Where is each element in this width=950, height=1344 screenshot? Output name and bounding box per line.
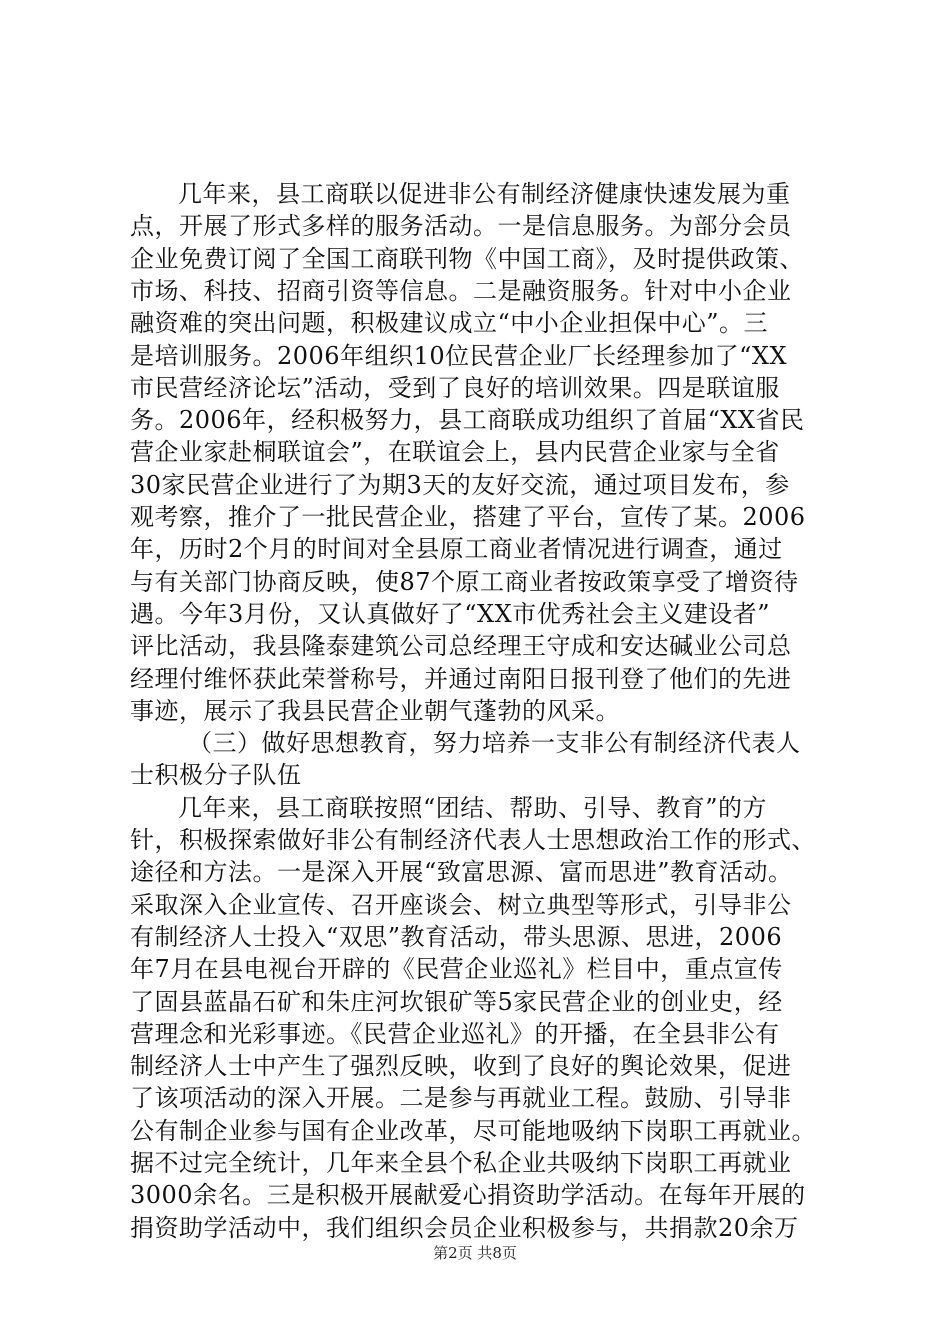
paragraph-line: 务。2006年，经积极努力，县工商联成功组织了首届“XX省民 xyxy=(130,406,805,435)
paragraph-line: 途径和方法。一是深入开展“致富思源、富而思进”教育活动。 xyxy=(130,858,793,887)
paragraph-line: 年，历时2个月的时间对全县原工商业者情况进行调查，通过 xyxy=(130,535,783,564)
paragraph-line: 营理念和光彩事迹。《民营企业巡礼》的开播，在全县非公有 xyxy=(130,1019,780,1048)
paragraph-line: 市场、科技、招商引资等信息。二是融资服务。针对中小企业 xyxy=(130,276,792,305)
paragraph-line: 是培训服务。2006年组织10位民营企业厂长经理参加了“XX xyxy=(130,341,788,370)
paragraph-line: 了该项活动的深入开展。二是参与再就业工程。鼓励、引导非 xyxy=(130,1084,792,1113)
paragraph-line: 点，开展了形式多样的服务活动。一是信息服务。为部分会员 xyxy=(130,212,792,241)
paragraph-line: 事迹，展示了我县民营企业朝气蓬勃的风采。 xyxy=(130,696,620,725)
paragraph-line: 捐资助学活动中，我们组织会员企业积极参与，共捐款20余万 xyxy=(130,1213,799,1242)
paragraph-line: 几年来，县工商联以促进非公有制经济健康快速发展为重 xyxy=(178,180,791,208)
paragraph-line: 营企业家赴桐联谊会”，在联谊会上，县内民营企业家与全省 xyxy=(130,438,780,467)
section-heading: （三）做好思想教育，努力培养一支非公有制经济代表人 xyxy=(188,729,801,758)
paragraph-line: 融资难的突出问题，积极建议成立“中小企业担保中心”。三 xyxy=(130,309,769,338)
paragraph-line: 30家民营企业进行了为期3天的友好交流，通过项目发布，参 xyxy=(130,470,790,499)
paragraph-line: 制经济人士中产生了强烈反映，收到了良好的舆论效果，促进 xyxy=(130,1052,792,1081)
paragraph-line: 几年来，县工商联按照“团结、帮助、引导、教育”的方 xyxy=(178,793,768,822)
paragraph-line: 据不过完全统计，几年来全县个私企业共吸纳下岗职工再就业 xyxy=(130,1149,792,1177)
paragraph-line: 了固县蓝晶石矿和朱庄河坎银矿等5家民营企业的创业史，经 xyxy=(130,987,783,1016)
page-footer: 第2页 共8页 xyxy=(433,1244,517,1262)
paragraph-line: 公有制企业参与国有企业改革，尽可能地吸纳下岗职工再就业。 xyxy=(130,1116,816,1145)
paragraph-line: 观考察，推介了一批民营企业，搭建了平台，宣传了某。2006 xyxy=(130,503,806,531)
paragraph-line: 市民营经济论坛”活动，受到了良好的培训效果。四是联谊服 xyxy=(130,373,780,402)
paragraph-line: 评比活动，我县隆泰建筑公司总经理王守成和安达碱业公司总 xyxy=(130,632,792,661)
paragraph-line: 3000余名。三是积极开展献爱心捐资助学活动。在每年开展的 xyxy=(130,1181,806,1210)
paragraph-line: 经理付维怀获此荣誉称号，并通过南阳日报刊登了他们的先进 xyxy=(130,664,792,693)
paragraph-line: 采取深入企业宣传、召开座谈会、树立典型等形式，引导非公 xyxy=(130,890,792,919)
paragraph-line: 年7月在县电视台开辟的《民营企业巡礼》栏目中，重点宣传 xyxy=(130,955,783,984)
paragraph-line: 针，积极探索做好非公有制经济代表人士思想政治工作的形式、 xyxy=(130,826,816,854)
section-heading: 士积极分子队伍 xyxy=(130,761,302,790)
paragraph-line: 遇。今年3月份，又认真做好了“XX市优秀社会主义建设者” xyxy=(130,599,770,628)
paragraph-line: 有制经济人士投入“双思”教育活动，带头思源、思进，2006 xyxy=(130,922,783,951)
paragraph-line: 企业免费订阅了全国工商联刊物《中国工商》，及时提供政策、 xyxy=(130,244,804,273)
paragraph-line: 与有关部门协商反映，使87个原工商业者按政策享受了增资待 xyxy=(130,567,799,596)
